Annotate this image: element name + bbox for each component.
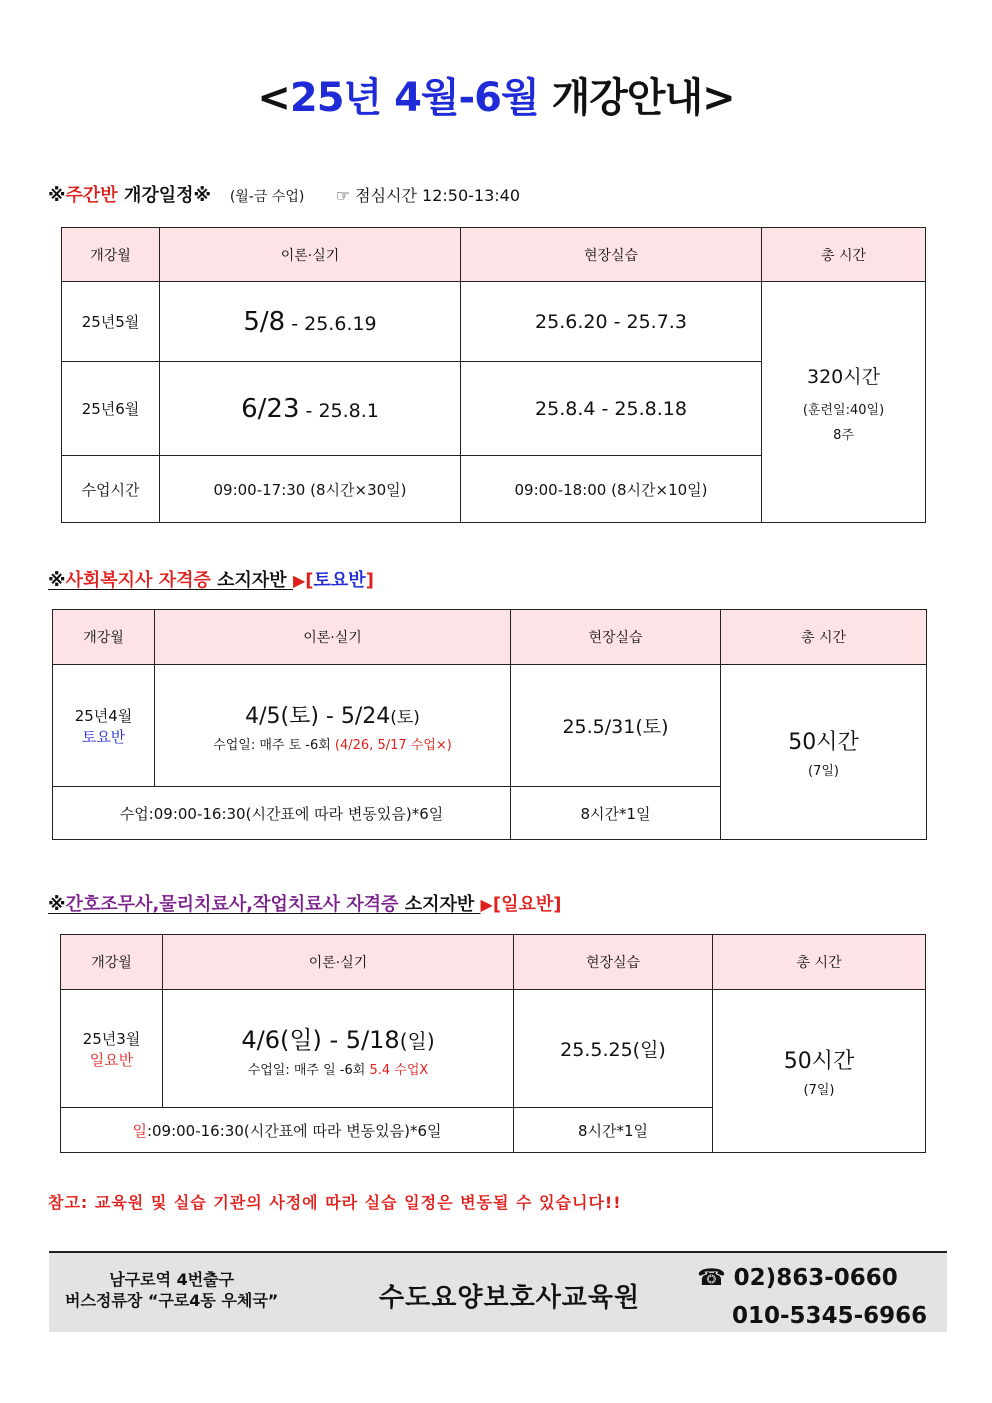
header-total: 총 시간 [762, 228, 926, 282]
sunday-schedule-table: 개강월 이론·실기 현장실습 총 시간 25년3월 일요반 4/6(일) - 5/18(일) 수업일: 매주 일 -6회 5.4 수업X 25.5.25(일) 50시간 (7일) 일:09:00-16:30(시간표에 따라 변동있음)*6일 8시간*1일 [60, 934, 926, 1153]
arrow-icon: ▶ [292, 571, 306, 590]
phone-number-1[interactable]: 02)863-0660 [733, 1265, 898, 1291]
phone-number-2[interactable]: 010-5345-6966 [732, 1303, 928, 1329]
table-row: 25년4월 토요반 4/5(토) - 5/24(토) 수업일: 매주 토 -6회 (4/26, 5/17 수업×) 25.5/31(토) 50시간 (7일) [53, 665, 927, 787]
section3-heading: ※간호조무사,물리치료사,작업치료사 자격증 소지자반 ▶[일요반] [48, 894, 562, 915]
table-row: 수업:09:00-16:30(시간표에 따라 변동있음)*6일 8시간*1일 [53, 787, 927, 840]
header-practice: 현장실습 [461, 228, 762, 282]
table-row: 25년3월 일요반 4/6(일) - 5/18(일) 수업일: 매주 일 -6회 5.4 수업X 25.5.25(일) 50시간 (7일) [61, 990, 926, 1108]
header-month: 개강월 [62, 228, 160, 282]
weekday-schedule-table [61, 227, 926, 523]
footer-location: 남구로역 4번출구 버스정류장 “구로4동 우체국” [65, 1270, 279, 1310]
saturday-schedule-table: 개강월 이론·실기 현장실습 총 시간 25년4월 토요반 4/5(토) - 5/24(토) 수업일: 매주 토 -6회 (4/26, 5/17 수업×) 25.5/31(토) 50시간 (7일) 수업:09:00-16:30(시간표에 따라 변동있음)*6일 8시간*1일 [52, 609, 927, 840]
table-row: 수업시간 09:00-17:30 (8시간×30일) 09:00-18:00 (8시간×10일) [62, 456, 926, 523]
table-row: 25년5월 5/8 - 25.6.19 25.6.20 - 25.7.3 320시간 (훈련일:40일) 8주 [62, 282, 926, 362]
disclaimer-note: 참고: 교육원 및 실습 기관의 사정에 따라 실습 일정은 변동될 수 있습니다!! [48, 1193, 622, 1212]
title-highlight: 25년 4월-6월 [289, 75, 539, 121]
section2-heading: ※사회복지사 자격증 소지자반 ▶[토요반] [48, 570, 374, 591]
phone-icon: ☎ [697, 1265, 726, 1291]
total-hours-cell: 320시간 (훈련일:40일) 8주 [762, 282, 926, 523]
header-theory: 이론·실기 [160, 228, 461, 282]
table-row: 25년6월 6/23 - 25.8.1 25.8.4 - 25.8.18 [62, 362, 926, 456]
footer-banner [49, 1251, 947, 1332]
section1-heading: ※주간반 개강일정※ (월-금 수업) ☞ 점심시간 12:50-13:40 [48, 185, 521, 206]
page-title: <25년 4월-6월 개강안내> [257, 75, 735, 121]
arrow-icon: ▶ [480, 895, 493, 914]
footer-contact [697, 1259, 927, 1335]
table-row: 일:09:00-16:30(시간표에 따라 변동있음)*6일 8시간*1일 [61, 1108, 926, 1153]
institute-name: 수도요양보호사교육원 [379, 1283, 641, 1313]
lunch-time: ☞ 점심시간 12:50-13:40 [335, 186, 521, 205]
